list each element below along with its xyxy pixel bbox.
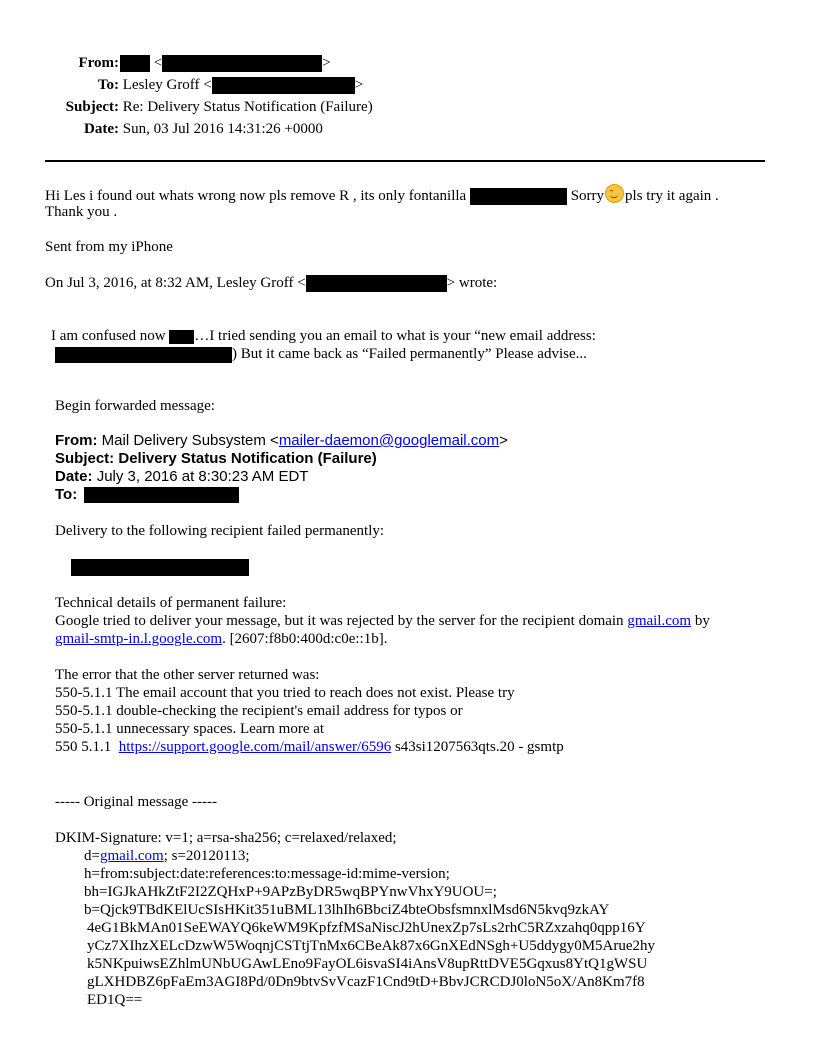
- delivery-failed-line: Delivery to the following recipient failed permanently:: [55, 523, 385, 539]
- support-link[interactable]: https://support.google.com/mail/answer/6596: [118, 739, 392, 755]
- fwd-subject-label: Subject:: [55, 450, 115, 467]
- fwd-date-row: [55, 468, 308, 485]
- reply-line-2: Thank you .: [45, 204, 118, 220]
- gmail-smtp-link[interactable]: gmail-smtp-in.l.google.com: [55, 631, 223, 647]
- fwd-subject-value: Delivery Status Notification (Failure): [118, 450, 377, 467]
- fwd-from-close: >: [499, 432, 508, 449]
- error-4b: s43si1207563qts.20 - gsmtp: [394, 739, 564, 755]
- dkim-line-9: gLXHDBZ6pFaEm3AGI8Pd/0Dn9btvSvVcazF1Cnd9tD+BbvJCRCDJ0loN5oX/An8Km7f8: [87, 974, 645, 990]
- tech-b: by: [694, 613, 710, 629]
- redacted-recipient-email: [212, 77, 355, 94]
- error-line-1: 550-5.1.1 The email account that you tried to reach does not exist. Please try: [55, 685, 515, 701]
- dkim2-a: d=: [84, 848, 100, 864]
- dkim-line-6: 4eG1BkMAn01SeEWAYQ6keWM9KpfzfMSaNiscJ2hUnexZp7sLs2rhC5RZxzahq0qpp16Y: [87, 920, 646, 936]
- dkim-line-4: bh=IGJkAHkZtF2I2ZQHxP+9APzByDR5wqBPYnwVhxY9UOU=;: [84, 884, 497, 900]
- quote-intro: [45, 274, 497, 292]
- reply-line-1a: Hi Les i found out whats wrong now pls remove R , its only fontanilla: [45, 188, 467, 204]
- dkim-gmail-link[interactable]: gmail.com: [99, 848, 164, 864]
- fwd-date-value: July 3, 2016 at 8:30:23 AM EDT: [96, 468, 309, 485]
- header-from-gt: >: [322, 55, 331, 71]
- quote-intro-b: > wrote:: [446, 275, 498, 291]
- dkim-line-7: yCz7XIhzXELcDzwW5WoqnjCSTtjTnMx6CBeAk87x6GnXEdNSgh+U5ddygy0M5Arue2hy: [87, 938, 656, 954]
- redacted-email-3: [306, 275, 447, 292]
- error-line-4: [55, 738, 564, 756]
- smiling-face-icon: [605, 184, 624, 203]
- tech-a: Google tried to deliver your message, but it was rejected by the server for the recipient domain: [55, 613, 624, 629]
- redacted-name-1: [470, 188, 567, 205]
- dkim2-b: ; s=20120113;: [163, 848, 250, 864]
- mailer-daemon-link[interactable]: mailer-daemon@googlemail.com: [278, 432, 500, 449]
- header-to-name: Lesley Groff <: [122, 77, 212, 93]
- dkim-line-3: h=from:subject:date:references:to:message-id:mime-version;: [84, 866, 450, 882]
- dkim-line-8: k5NKpuiwsEZhlmUNbUGAwLEno9FayOL6isvaSI4iAnsV8upRttDVE5Gqxus8YtQ1gWSU: [87, 956, 648, 972]
- gmail-link[interactable]: gmail.com: [627, 613, 692, 629]
- confused-c: ) But it came back as “Failed permanently” Please advise...: [232, 346, 587, 362]
- begin-forwarded: Begin forwarded message:: [55, 398, 215, 414]
- dkim-line-1: DKIM-Signature: v=1; a=rsa-sha256; c=relaxed/relaxed;: [55, 830, 397, 846]
- redacted-recipient: [71, 559, 249, 576]
- fwd-subject-row: [55, 450, 377, 467]
- sent-from-line: Sent from my iPhone: [45, 239, 173, 255]
- header-subject-row: [0, 96, 373, 118]
- quote-intro-a: On Jul 3, 2016, at 8:32 AM, Lesley Groff <: [45, 275, 306, 291]
- reply-line-1: [45, 184, 719, 205]
- header-to-row: [0, 74, 363, 96]
- dkim-line-10: ED1Q==: [87, 992, 143, 1008]
- redacted-sender-name: [120, 55, 150, 72]
- header-date-label: Date:: [84, 121, 119, 137]
- confused-line-2: [55, 345, 587, 363]
- email-header: [0, 52, 760, 142]
- redacted-new-email: [55, 347, 232, 363]
- fwd-from-row: [55, 432, 508, 449]
- tech-line-2: [55, 630, 387, 648]
- error-title: The error that the other server returned was:: [55, 667, 320, 683]
- error-4a: 550 5.1.1: [55, 739, 112, 755]
- confused-b: …I tried sending you an email to what is your “new email address:: [194, 328, 596, 344]
- header-subject-label: Subject:: [65, 99, 119, 115]
- recipient-row: [71, 558, 249, 576]
- header-from-row: [0, 52, 331, 74]
- error-line-3: 550-5.1.1 unnecessary spaces. Learn more at: [55, 721, 325, 737]
- header-to-label: To:: [97, 77, 119, 93]
- tech-title: Technical details of permanent failure:: [55, 595, 287, 611]
- reply-line-1c: pls try it again .: [625, 188, 719, 204]
- redacted-sender-email: [162, 55, 322, 72]
- header-from-lt: <: [153, 55, 163, 71]
- reply-line-1b: Sorry: [570, 188, 605, 204]
- confused-a: I am confused now: [51, 328, 166, 344]
- fwd-to-label: To:: [55, 486, 78, 503]
- header-to-close: >: [354, 77, 364, 93]
- dkim-line-2: [84, 847, 250, 865]
- confused-line-1: [51, 327, 596, 345]
- fwd-date-label: Date:: [55, 468, 93, 485]
- fwd-from-value: Mail Delivery Subsystem <: [101, 432, 279, 449]
- tech-line-1: [55, 612, 710, 630]
- redacted-name-2: [169, 330, 194, 344]
- redacted-fwd-to: [84, 487, 239, 503]
- fwd-to-row: [55, 486, 239, 503]
- header-date-row: [0, 118, 323, 140]
- error-line-2: 550-5.1.1 double-checking the recipient's email address for typos or: [55, 703, 463, 719]
- header-divider: [45, 160, 765, 162]
- tech-c: . [2607:f8b0:400d:c0e::1b].: [222, 631, 388, 647]
- dkim-line-5: b=Qjck9TBdKElUcSIsHKit351uBML13lhIh6BbciZ4bteObsfsmnxlMsd6N5kvq9zkAY: [84, 902, 610, 918]
- header-from-label: From:: [78, 55, 119, 71]
- header-date-value: Sun, 03 Jul 2016 14:31:26 +0000: [122, 121, 323, 137]
- header-subject-value: Re: Delivery Status Notification (Failure): [122, 99, 373, 115]
- original-title: ----- Original message -----: [55, 794, 218, 810]
- fwd-from-label: From:: [55, 432, 98, 449]
